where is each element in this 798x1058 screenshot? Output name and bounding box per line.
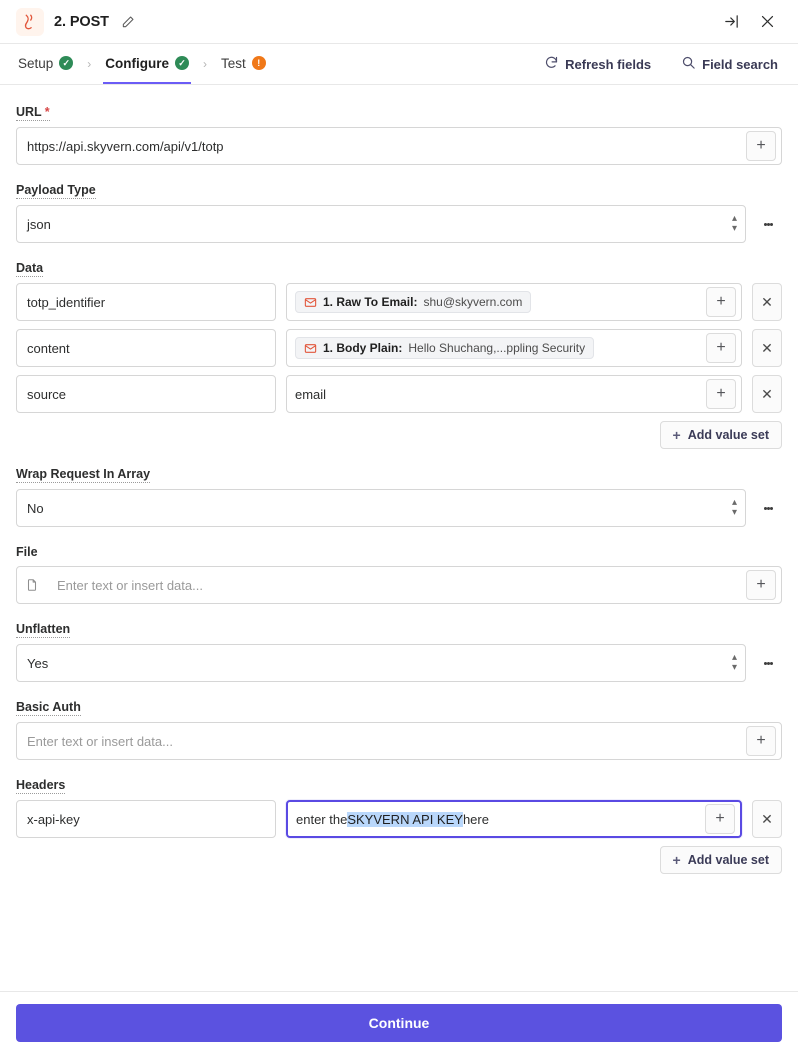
file-input-placeholder: Enter text or insert data... — [57, 577, 203, 593]
data-key-input[interactable] — [16, 283, 276, 321]
file-label: File — [16, 545, 38, 559]
data-token-label: 1. Body Plain: — [323, 341, 403, 355]
form-body — [0, 85, 798, 991]
insert-data-plus-icon[interactable]: + — [706, 379, 736, 409]
pencil-icon[interactable] — [117, 11, 139, 33]
required-marker: * — [44, 105, 50, 119]
header-value-inner — [288, 812, 705, 827]
payload-type-select[interactable] — [16, 205, 746, 243]
tabs-spacer — [268, 44, 518, 84]
header-key-value: x-api-key — [27, 811, 80, 827]
header-value-text-before: enter the — [296, 811, 348, 827]
wrap-request-more-options[interactable] — [754, 489, 782, 527]
remove-row-button[interactable]: ✕ — [752, 375, 782, 413]
tab-setup-label: Setup — [18, 55, 54, 71]
page-title: 2. POST — [54, 13, 109, 30]
basic-auth-label: Basic Auth — [16, 700, 81, 714]
unflatten-row — [16, 644, 782, 682]
remove-row-button[interactable]: ✕ — [752, 329, 782, 367]
data-key-value: source — [27, 386, 67, 402]
field-data — [16, 259, 782, 449]
data-add-value-set-row — [16, 421, 782, 449]
chevron-updown-icon: ▴ ▾ — [731, 212, 737, 234]
unflatten-more-options[interactable] — [754, 644, 782, 682]
plus-icon: + — [672, 852, 681, 868]
data-label: Data — [16, 261, 44, 275]
basic-auth-input[interactable] — [16, 722, 782, 760]
data-value-inner — [287, 337, 706, 359]
field-search-label: Field search — [702, 56, 778, 72]
payload-type-more-options[interactable] — [754, 205, 782, 243]
chevron-updown-icon: ▴ ▾ — [731, 496, 737, 518]
envelope-icon — [304, 342, 317, 355]
headers-add-value-set-row — [16, 846, 782, 874]
url-input[interactable] — [16, 127, 782, 165]
wrap-request-value: No — [27, 500, 44, 516]
field-unflatten — [16, 620, 782, 682]
tab-configure-status-badge: ✓ — [175, 56, 189, 70]
data-row — [16, 283, 782, 321]
data-key-input[interactable] — [16, 375, 276, 413]
search-icon — [681, 55, 696, 73]
continue-button[interactable]: Continue — [16, 1004, 782, 1042]
field-file — [16, 543, 782, 604]
titlebar — [0, 0, 798, 44]
add-value-set-label: Add value set — [687, 853, 769, 867]
data-token[interactable] — [295, 337, 594, 359]
chevron-updown-icon: ▴ ▾ — [731, 651, 737, 673]
add-value-set-button[interactable] — [660, 846, 782, 874]
data-value-input[interactable] — [286, 283, 742, 321]
headers-label: Headers — [16, 778, 66, 792]
data-token-label: 1. Raw To Email: — [323, 295, 418, 309]
url-label — [16, 105, 50, 121]
remove-row-button[interactable]: ✕ — [752, 800, 782, 838]
envelope-icon — [304, 296, 317, 309]
refresh-fields-label: Refresh fields — [565, 56, 652, 72]
insert-data-plus-icon[interactable]: + — [705, 804, 735, 834]
insert-data-plus-icon[interactable]: + — [706, 287, 736, 317]
data-key-value: content — [27, 340, 70, 356]
insert-data-plus-icon[interactable]: + — [706, 333, 736, 363]
data-token-value: shu@skyvern.com — [423, 295, 523, 309]
tab-configure-label: Configure — [105, 55, 170, 71]
header-value-text-after: here — [462, 811, 489, 827]
payload-type-row — [16, 205, 782, 243]
insert-data-plus-icon[interactable]: + — [746, 131, 776, 161]
headers-row — [16, 800, 782, 838]
document-icon — [17, 577, 47, 593]
unflatten-value: Yes — [27, 655, 49, 671]
field-search-button[interactable] — [677, 44, 782, 84]
data-value-inner — [287, 291, 706, 313]
tab-setup-status-badge: ✓ — [59, 56, 73, 70]
file-row — [16, 566, 782, 604]
field-payload-type — [16, 181, 782, 243]
footer — [0, 991, 798, 1058]
data-key-input[interactable] — [16, 329, 276, 367]
field-basic-auth — [16, 698, 782, 760]
url-label-text: URL — [16, 105, 42, 119]
url-row — [16, 127, 782, 165]
wrap-request-row — [16, 489, 782, 527]
tab-test-status-badge: ! — [252, 56, 266, 70]
unflatten-select[interactable] — [16, 644, 746, 682]
insert-data-plus-icon[interactable]: + — [746, 726, 776, 756]
payload-type-label: Payload Type — [16, 183, 96, 197]
kebab-dot — [770, 507, 773, 510]
file-input[interactable] — [16, 566, 782, 604]
header-value-selected-text: SKYVERN API KEY — [347, 811, 463, 827]
field-headers — [16, 776, 782, 874]
data-value-inner — [287, 387, 706, 402]
url-input-value: https://api.skyvern.com/api/v1/totp — [27, 138, 224, 154]
close-icon[interactable] — [752, 7, 782, 37]
zapier-app-icon — [16, 8, 44, 36]
refresh-fields-button[interactable] — [540, 44, 655, 84]
tab-setup[interactable] — [16, 44, 75, 84]
field-wrap-request-in-array — [16, 465, 782, 527]
data-row — [16, 329, 782, 367]
refresh-icon — [544, 55, 559, 73]
kebab-dot — [770, 223, 773, 226]
header-value-input[interactable] — [286, 800, 742, 838]
field-url — [16, 103, 782, 165]
unflatten-label: Unflatten — [16, 622, 71, 636]
data-value-text: email — [295, 386, 327, 402]
add-value-set-label: Add value set — [687, 428, 769, 442]
data-key-value: totp_identifier — [27, 294, 106, 310]
data-token[interactable] — [295, 291, 531, 313]
tab-test[interactable] — [219, 44, 268, 84]
wrap-request-select[interactable] — [16, 489, 746, 527]
tab-test-label: Test — [221, 55, 246, 71]
data-value-input[interactable] — [286, 375, 742, 413]
basic-auth-placeholder: Enter text or insert data... — [27, 733, 173, 749]
tabs-bar — [0, 44, 798, 85]
add-value-set-button[interactable] — [660, 421, 782, 449]
tab-separator: › — [87, 57, 92, 71]
remove-row-button[interactable]: ✕ — [752, 283, 782, 321]
tab-configure[interactable] — [103, 44, 191, 84]
basic-auth-row — [16, 722, 782, 760]
collapse-panel-icon[interactable] — [716, 7, 746, 37]
data-row — [16, 375, 782, 413]
payload-type-value: json — [27, 216, 51, 232]
plus-icon: + — [672, 427, 681, 443]
tabs — [16, 44, 268, 84]
data-token-value: Hello Shuchang,...ppling Security — [408, 341, 586, 355]
data-value-input[interactable] — [286, 329, 742, 367]
kebab-dot — [770, 662, 773, 665]
insert-data-plus-icon[interactable]: + — [746, 570, 776, 600]
tab-separator: › — [203, 57, 208, 71]
header-key-input[interactable] — [16, 800, 276, 838]
wrap-request-label: Wrap Request In Array — [16, 467, 151, 481]
